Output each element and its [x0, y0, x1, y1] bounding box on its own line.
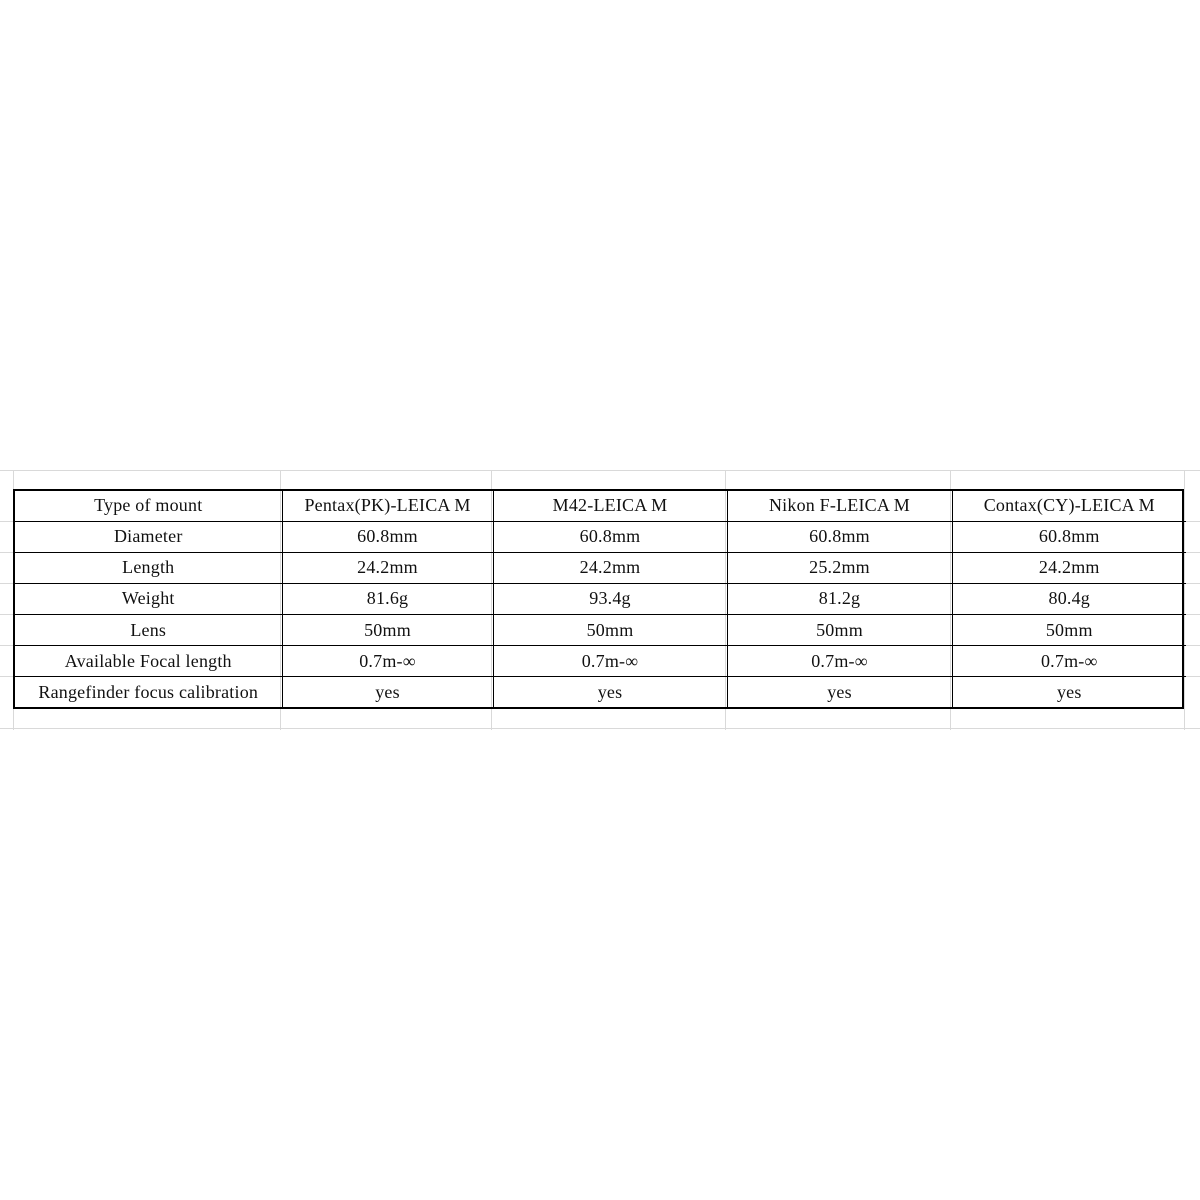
- column-header-cell[interactable]: Pentax(PK)-LEICA M: [282, 491, 493, 521]
- table-cell[interactable]: yes: [282, 677, 493, 707]
- table-cell[interactable]: yes: [493, 677, 727, 707]
- row-label-cell[interactable]: Available Focal length: [15, 646, 282, 677]
- table-cell[interactable]: 50mm: [952, 614, 1186, 645]
- gridline: [0, 470, 1200, 471]
- table-cell[interactable]: 60.8mm: [952, 521, 1186, 552]
- table-row-focal-length: [15, 646, 1186, 677]
- row-label-cell[interactable]: Diameter: [15, 521, 282, 552]
- table-cell[interactable]: 81.6g: [282, 583, 493, 614]
- table-cell[interactable]: 0.7m-∞: [727, 646, 952, 677]
- spec-table: [15, 491, 1186, 707]
- table-cell[interactable]: 50mm: [282, 614, 493, 645]
- row-label-cell[interactable]: Weight: [15, 583, 282, 614]
- table-cell[interactable]: 50mm: [727, 614, 952, 645]
- table-cell[interactable]: 0.7m-∞: [493, 646, 727, 677]
- table-header-row: [15, 491, 1186, 521]
- table-cell[interactable]: 60.8mm: [493, 521, 727, 552]
- table-cell[interactable]: 60.8mm: [727, 521, 952, 552]
- row-label-cell[interactable]: Length: [15, 552, 282, 583]
- row-label-cell[interactable]: Lens: [15, 614, 282, 645]
- row-label-cell[interactable]: Rangefinder focus calibration: [15, 677, 282, 707]
- column-header-cell[interactable]: Contax(CY)-LEICA M: [952, 491, 1186, 521]
- table-cell[interactable]: 81.2g: [727, 583, 952, 614]
- table-cell[interactable]: 24.2mm: [282, 552, 493, 583]
- table-row-lens: [15, 614, 1186, 645]
- table-cell[interactable]: 0.7m-∞: [952, 646, 1186, 677]
- table-cell[interactable]: yes: [952, 677, 1186, 707]
- table-cell[interactable]: 60.8mm: [282, 521, 493, 552]
- table-row-weight: [15, 583, 1186, 614]
- table-cell[interactable]: 0.7m-∞: [282, 646, 493, 677]
- column-header-cell[interactable]: M42-LEICA M: [493, 491, 727, 521]
- gridline: [0, 728, 1200, 729]
- spec-table-container: [13, 489, 1184, 709]
- table-cell[interactable]: 24.2mm: [952, 552, 1186, 583]
- column-header-cell[interactable]: Nikon F-LEICA M: [727, 491, 952, 521]
- table-row-diameter: [15, 521, 1186, 552]
- table-cell[interactable]: 25.2mm: [727, 552, 952, 583]
- table-row-length: [15, 552, 1186, 583]
- header-label-cell[interactable]: Type of mount: [15, 491, 282, 521]
- table-cell[interactable]: 24.2mm: [493, 552, 727, 583]
- table-cell[interactable]: 93.4g: [493, 583, 727, 614]
- table-cell[interactable]: 50mm: [493, 614, 727, 645]
- table-cell[interactable]: 80.4g: [952, 583, 1186, 614]
- table-cell[interactable]: yes: [727, 677, 952, 707]
- table-row-calibration: [15, 677, 1186, 707]
